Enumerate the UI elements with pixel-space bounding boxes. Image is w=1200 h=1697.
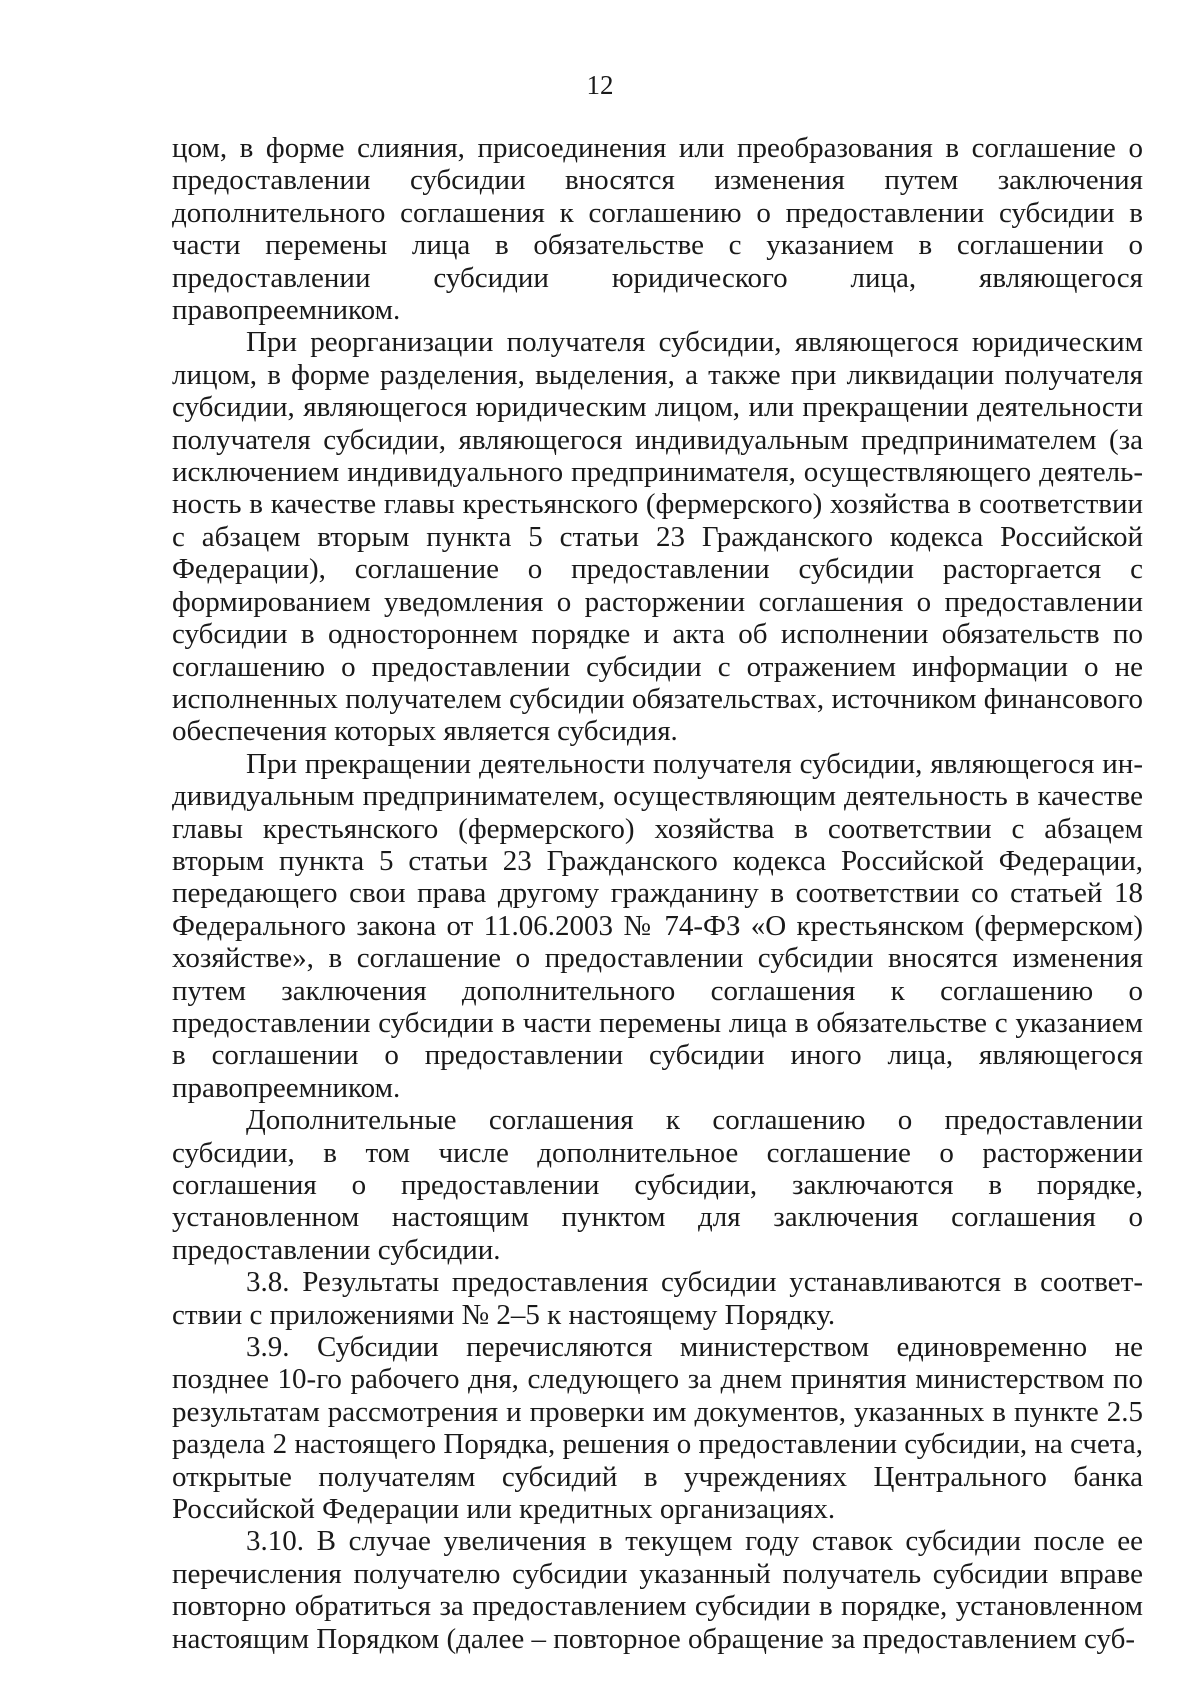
- paragraph-3-8: 3.8. Результаты предоставления субсидии устанавливаются в соответствии с приложениями № 2–5 к настоящему Порядку.: [172, 1266, 1143, 1331]
- paragraph-3-9: 3.9. Субсидии перечисляются министерством единовременно не позднее 10-го рабочего дня, следующего за днем принятия министерством по результатам рассмотрения и проверки им документов, указанных в пункте 2.5 раздела 2 настоящего Порядка, решения о предоставлении субсидии, на счета, открытые получателям субсидий в учреждениях Центрального банка Российской Федерации или кредитных организациях.: [172, 1331, 1143, 1526]
- paragraph-additional-agreements: Дополнительные соглашения к соглашению о предоставлении субсидии, в том числе дополнительное соглашение о расторжении соглашения о предоставлении субсидии, заключаются в порядке, установленном настоящим пунктом для заключения соглашения о предоставлении субсидии.: [172, 1104, 1143, 1266]
- paragraph-reorganization-division: При реорганизации получателя субсидии, являющегося юридическим лицом, в форме разделения, выделения, а также при ликвидации получателя субсидии, являющегося юридическим лицом, или прекращении деятельности получателя субсидии, являющегося индивидуальным предпринимателем (за исключением индивидуального предпринимателя, осуществляющего деятельность в качестве главы крестьянского (фермерского) хозяйства в соответствии с абзацем вторым пункта 5 статьи 23 Гражданского кодекса Российской Федерации), соглашение о предоставлении субсидии расторгается с формированием уведомления о расторжении соглашения о предоставлении субсидии в одностороннем порядке и акта об исполнении обязательств по соглашению о предоставлении субсидии с отражением информации о не исполненных получателем субсидии обязательствах, источником финансового обеспечения которых является субсидия.: [172, 326, 1143, 748]
- page-number: 12: [586, 70, 614, 100]
- paragraph-termination-farm: При прекращении деятельности получателя субсидии, являющегося индивидуальным предпринимателем, осуществляющим деятельность в качестве главы крестьянского (фермерского) хозяйства в соответствии с абзацем вторым пункта 5 статьи 23 Гражданского кодекса Российской Федерации, передающего свои права другому гражданину в соответствии со статьей 18 Федерального закона от 11.06.2003 № 74-ФЗ «О крестьянском (фермерском) хозяйстве», в соглашение о предоставлении субсидии вносятся изменения путем заключения дополнительного соглашения к соглашению о предоставлении субсидии в части перемены лица в обязательстве с указанием в соглашении о предоставлении субсидии иного лица, являющегося правопреемником.: [172, 747, 1143, 1104]
- document-body: [172, 132, 1143, 1655]
- paragraph-continuation: цом, в форме слияния, присоединения или преобразования в соглашение о предоставлении субсидии вносятся изменения путем заключения дополнительного соглашения к соглашению о предоставлении субсидии в части перемены лица в обязательстве с указанием в соглашении о предоставлении субсидии юридического лица, являющегося правопреемником.: [172, 132, 1143, 327]
- paragraph-3-10: 3.10. В случае увеличения в текущем году ставок субсидии после ее перечисления получателю субсидии указанный получатель субсидии вправе повторно обратиться за предоставлением субсидии в порядке, установленном настоящим Порядком (далее – повторное обращение за предоставлением суб-: [172, 1525, 1143, 1655]
